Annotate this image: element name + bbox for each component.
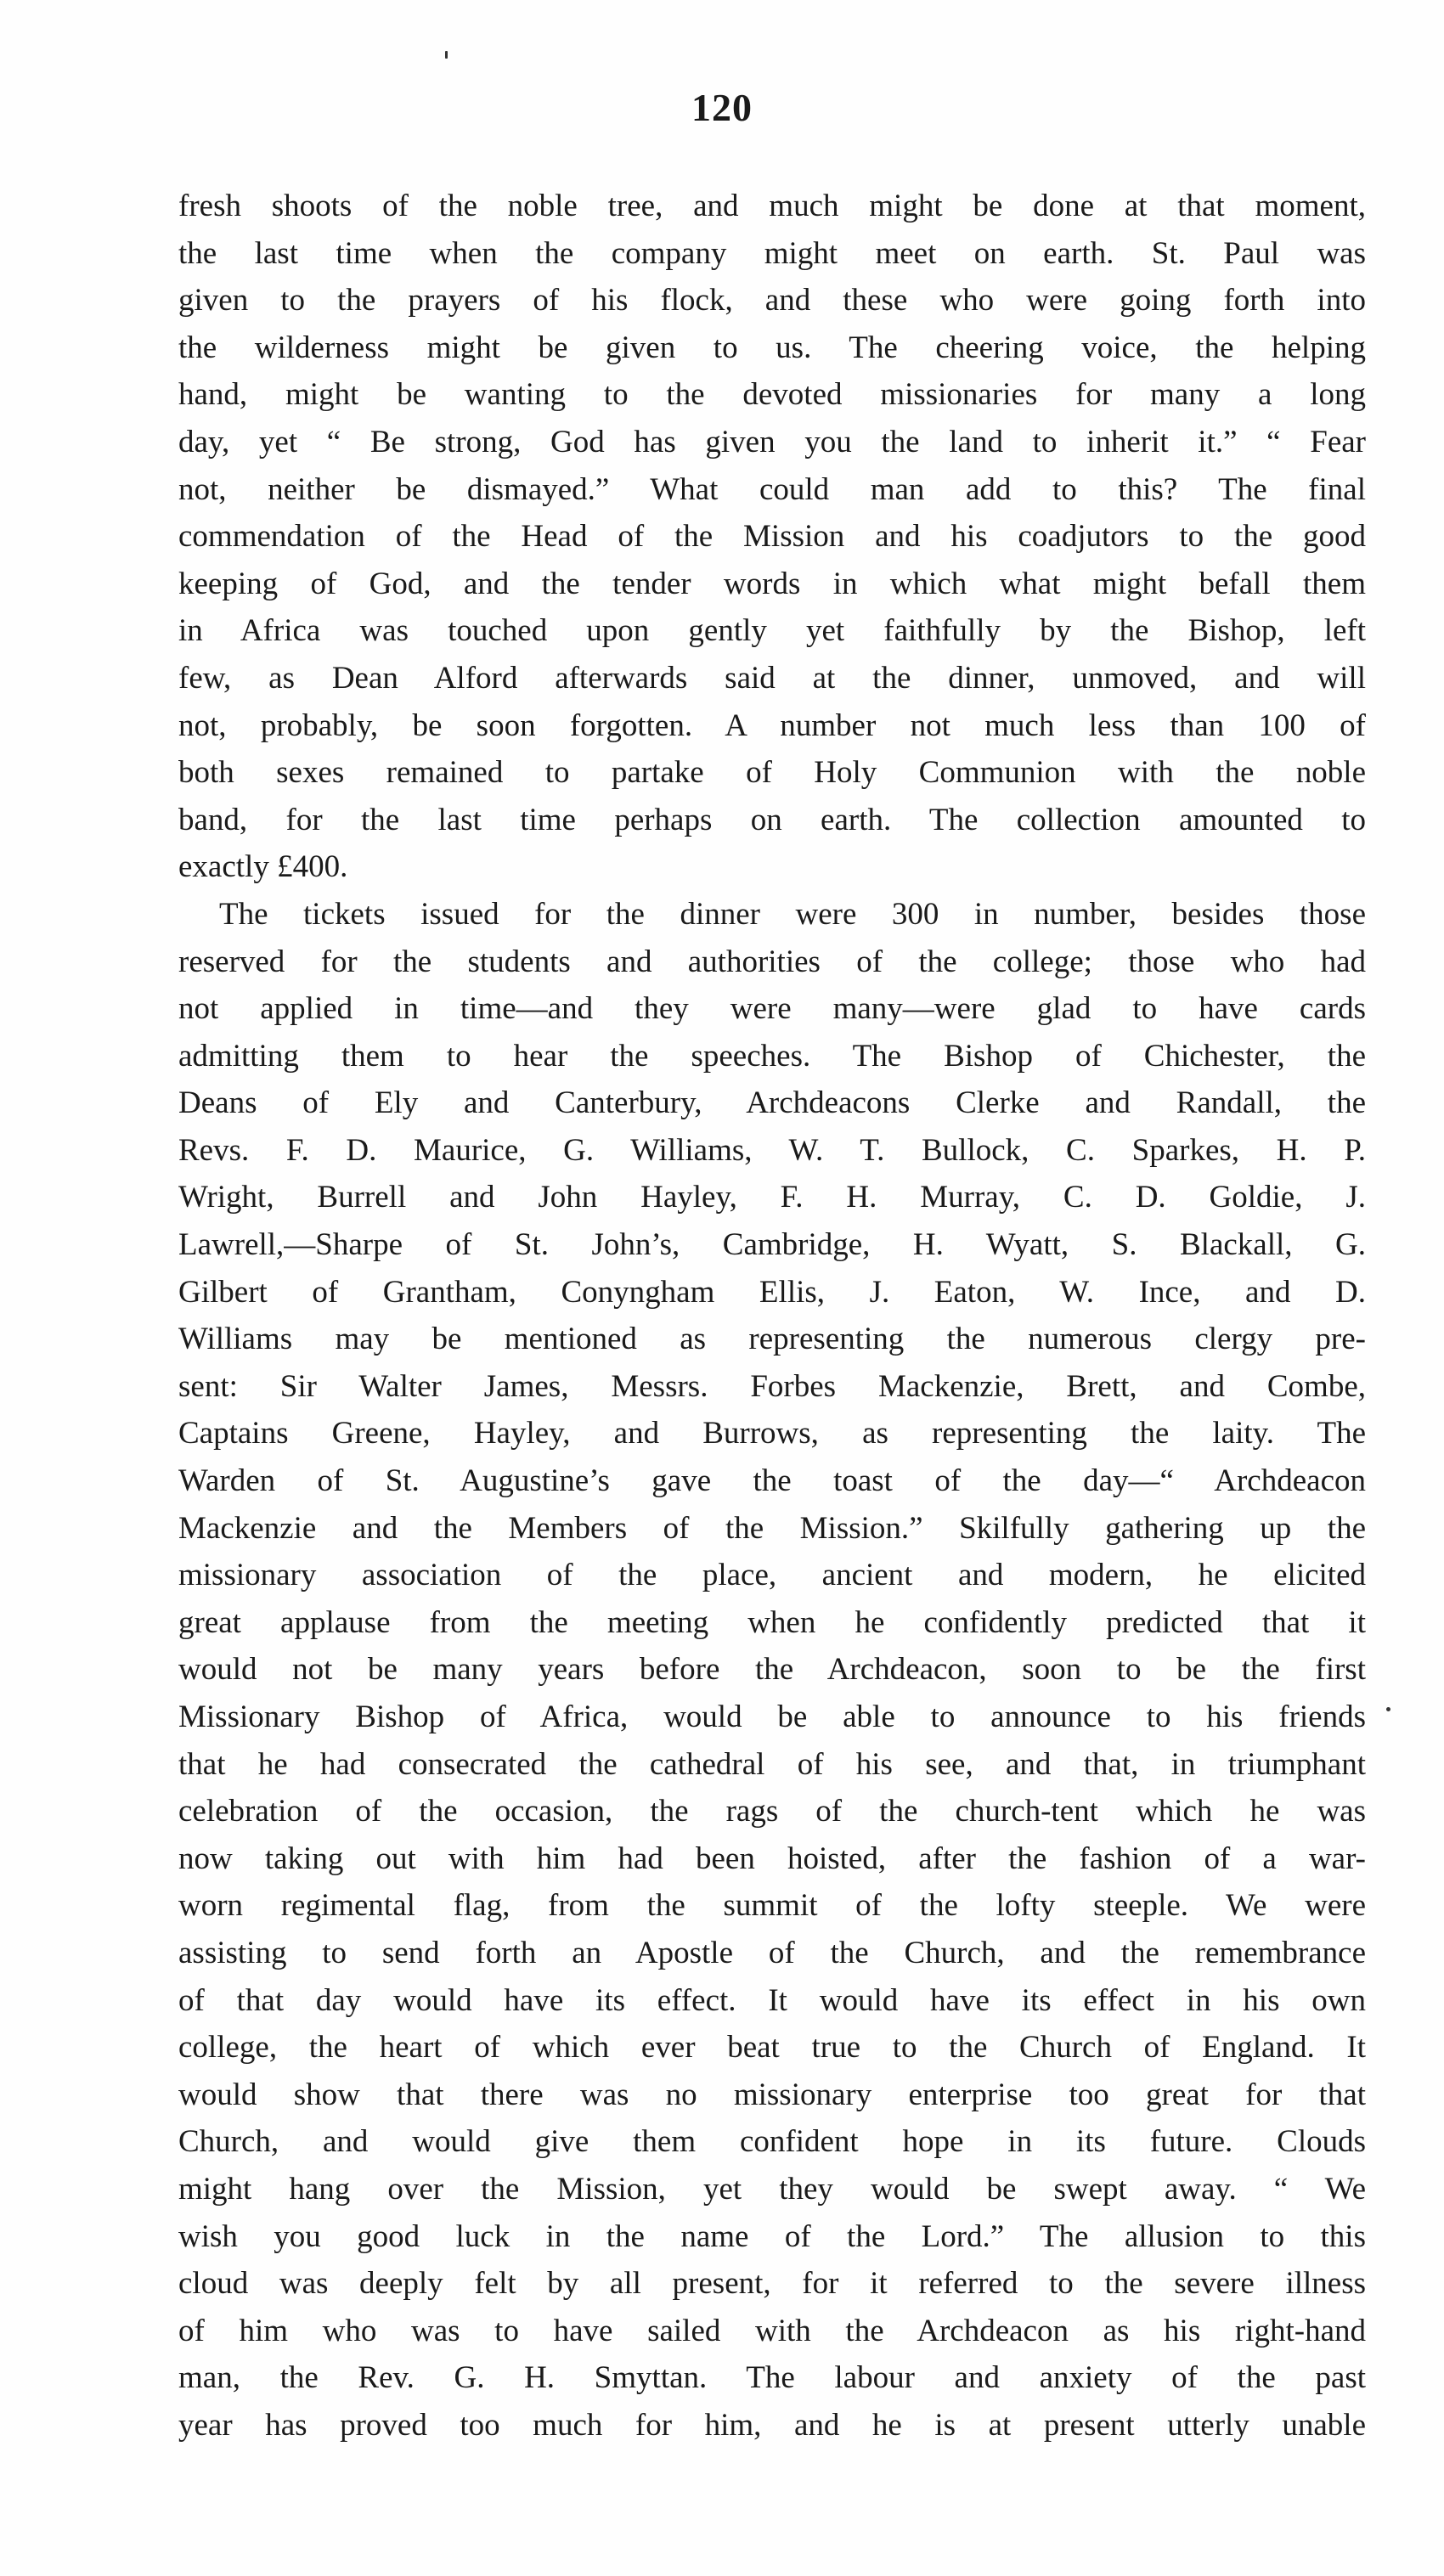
page-number: 120 [691,86,753,129]
text-line: Deans of Ely and Canterbury, Archdeacons Clerke and Randall, the [178,1085,1366,1121]
text-line: keeping of God, and the tender words in which what might befall them [178,566,1366,601]
text-line: Captains Greene, Hayley, and Burrows, as representing the laity. The [178,1416,1366,1451]
text-line: day, yet “ Be strong, God has given you the land to inherit it.” “ Fear [178,424,1366,459]
text-line: not, probably, be soon forgotten. A number not much less than 100 of [178,707,1366,743]
text-line: exactly £400. [178,849,348,885]
text-line: of that day would have its effect. It would have its effect in his own [178,1982,1366,2018]
text-line: both sexes remained to partake of Holy Communion with the noble [178,755,1366,791]
text-line: year has proved too much for him, and he is at present utterly unable [178,2407,1366,2443]
text-line: hand, might be wanting to the devoted missionaries for many a long [178,377,1366,413]
text-line: might hang over the Mission, yet they would be swept away. “ We [178,2171,1366,2207]
text-line: college, the heart of which ever beat true to the Church of England. It [178,2030,1366,2066]
stray-mark-margin [1386,1707,1390,1711]
text-line: celebration of the occasion, the rags of the church-tent which he was [178,1794,1366,1829]
text-line: Warden of St. Augustine’s gave the toast of the day—“ Archdeacon [178,1463,1366,1499]
text-line: cloud was deeply felt by all present, for it referred to the severe illness [178,2266,1366,2302]
text-line: man, the Rev. G. H. Smyttan. The labour and anxiety of the past [178,2360,1366,2396]
text-line: sent: Sir Walter James, Messrs. Forbes Mackenzie, Brett, and Combe, [178,1368,1366,1404]
text-line: the last time when the company might meet on earth. St. Paul was [178,235,1366,271]
text-line: the wilderness might be given to us. The cheering voice, the helping [178,330,1366,365]
text-line: fresh shoots of the noble tree, and much might be done at that moment, [178,189,1366,223]
text-line: wish you good luck in the name of the Lord.” The allusion to this [178,2218,1366,2254]
text-line: that he had consecrated the cathedral of his see, and that, in triumphant [178,1746,1366,1782]
text-line: would not be many years before the Archdeacon, soon to be the first [178,1652,1366,1688]
text-line: Church, and would give them confident hope in its future. Clouds [178,2124,1366,2160]
text-line: in Africa was touched upon gently yet faithfully by the Bishop, left [178,613,1366,649]
text-line: Gilbert of Grantham, Conyngham Ellis, J. Eaton, W. Ince, and D. [178,1274,1366,1310]
text-line: would show that there was no missionary enterprise too great for that [178,2077,1366,2112]
text-line: not applied in time—and they were many—were glad to have cards [178,991,1366,1027]
text-line: Revs. F. D. Maurice, G. Williams, W. T. Bullock, C. Sparkes, H. P. [178,1132,1366,1168]
text-line: given to the prayers of his flock, and these who were going forth into [178,283,1366,318]
text-line: The tickets issued for the dinner were 300 in number, besides those [219,896,1366,932]
text-line: assisting to send forth an Apostle of the Church, and the remembrance [178,1935,1366,1970]
stray-mark-top [445,51,448,59]
text-line: Wright, Burrell and John Hayley, F. H. Murray, C. D. Goldie, J. [178,1180,1366,1215]
text-line: worn regimental flag, from the summit of the lofty steeple. We were [178,1888,1366,1924]
text-line: missionary association of the place, ancient and modern, he elicited [178,1558,1366,1593]
text-line: of him who was to have sailed with the Archdeacon as his right-hand [178,2313,1366,2348]
text-line: few, as Dean Alford afterwards said at the dinner, unmoved, and will [178,660,1366,696]
text-line: reserved for the students and authorities of the college; those who had [178,944,1366,979]
text-line: not, neither be dismayed.” What could man add to this? The final [178,471,1366,507]
paragraph [178,183,1366,891]
text-line: band, for the last time perhaps on earth. The collection amounted to [178,802,1366,837]
text-line: now taking out with him had been hoisted, after the fashion of a war- [178,1840,1366,1876]
text-line: Lawrell,—Sharpe of St. John’s, Cambridge, H. Wyatt, S. Blackall, G. [178,1227,1366,1263]
text-line: Missionary Bishop of Africa, would be able to announce to his friends [178,1699,1366,1734]
text-line: admitting them to hear the speeches. The Bishop of Chichester, the [178,1038,1366,1074]
text-line: great applause from the meeting when he confidently predicted that it [178,1604,1366,1640]
paragraph [178,891,1366,2449]
body-text [178,183,1366,2449]
text-line: Williams may be mentioned as representing the numerous clergy pre- [178,1322,1366,1357]
text-line: Mackenzie and the Members of the Mission.” Skilfully gathering up the [178,1510,1366,1546]
text-line: commendation of the Head of the Mission and his coadjutors to the good [178,519,1366,555]
